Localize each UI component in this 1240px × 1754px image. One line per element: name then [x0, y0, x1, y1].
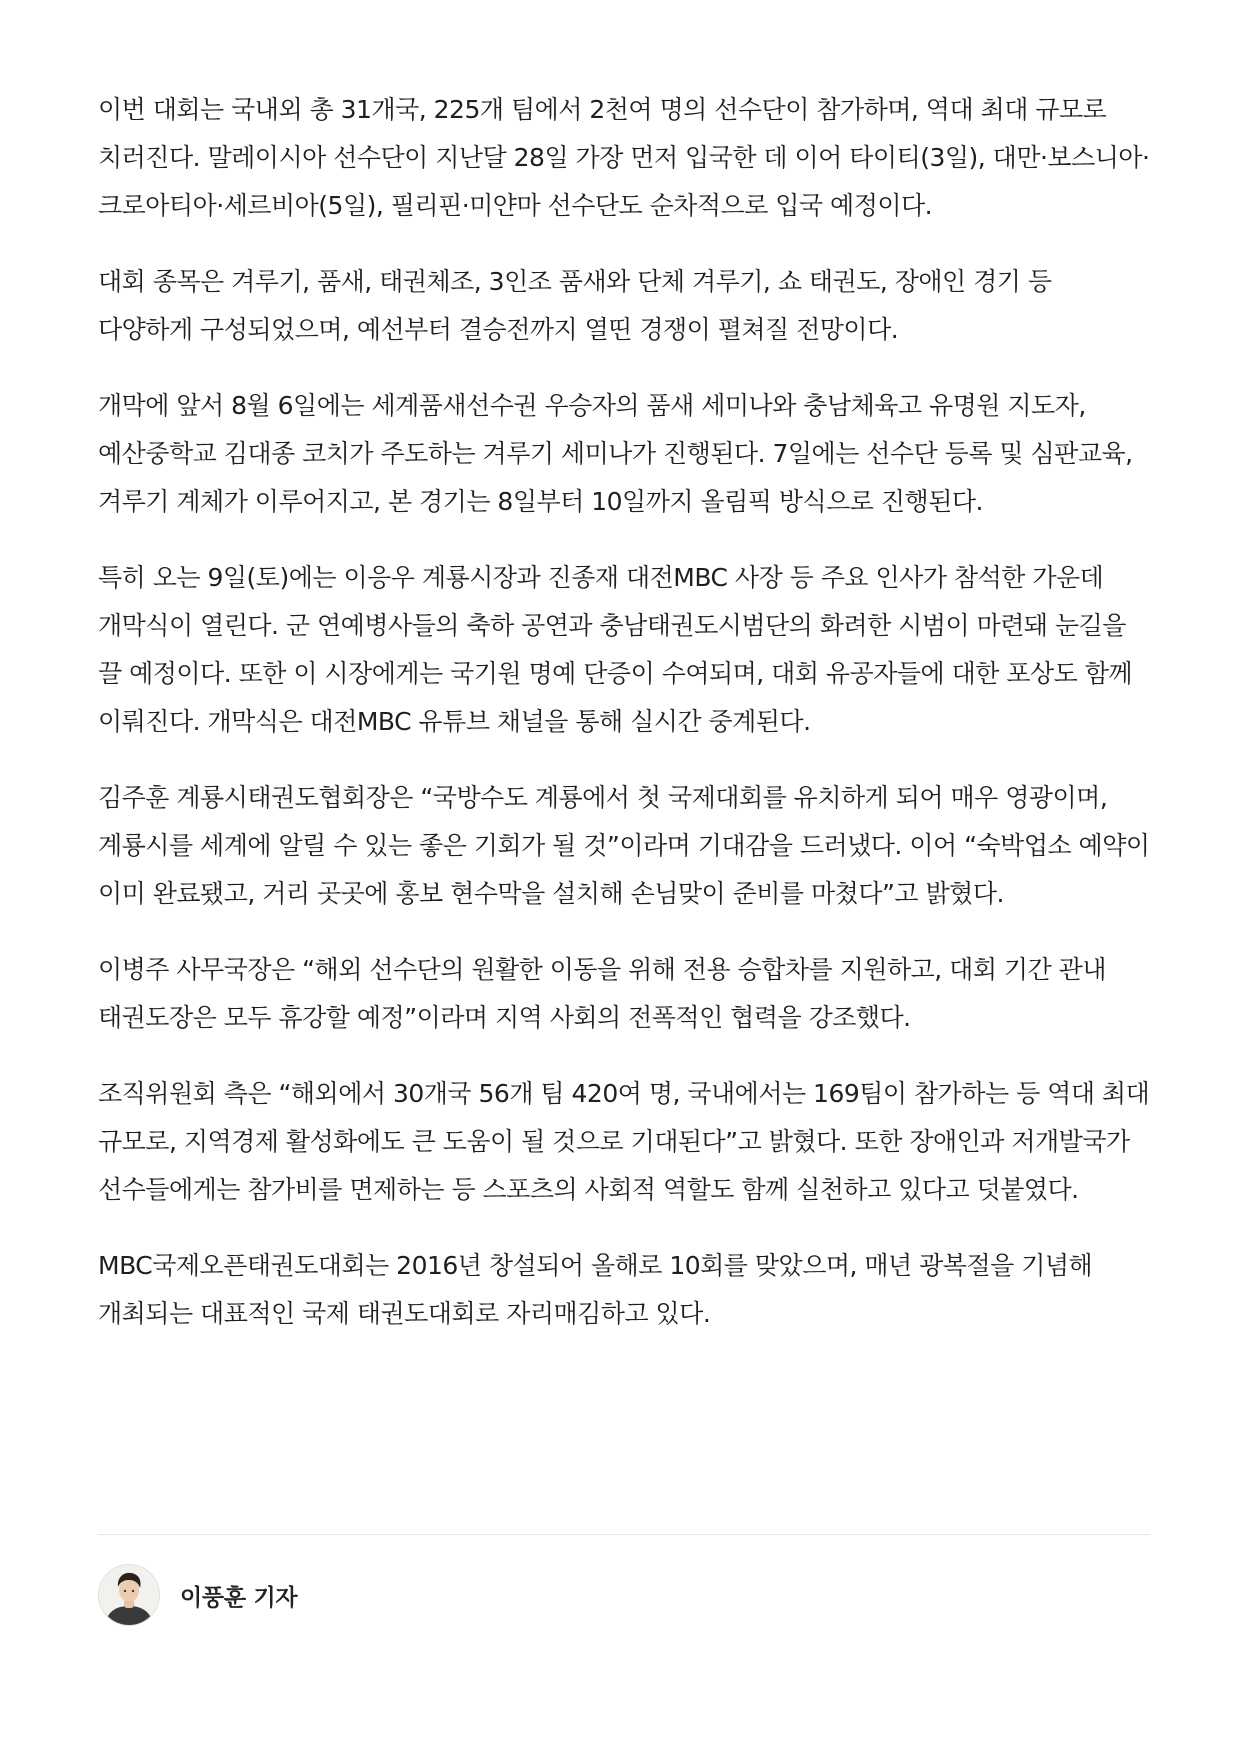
- byline-divider: [98, 1534, 1150, 1535]
- article-paragraph: 조직위원회 측은 “해외에서 30개국 56개 팀 420여 명, 국내에서는 169팀이 참가하는 등 역대 최대 규모로, 지역경제 활성화에도 큰 도움이 될 것으로 기대된다”고 밝혔다. 또한 장애인과 저개발국가 선수들에게는 참가비를 면제하는 등 스포츠의 사회적 역할도 함께 실천하고 있다고 덧붙였다.: [98, 1079, 1150, 1204]
- person-avatar-icon: [99, 1565, 159, 1625]
- article-paragraph: 대회 종목은 겨루기, 품새, 태권체조, 3인조 품새와 단체 겨루기, 쇼 태권도, 장애인 경기 등 다양하게 구성되었으며, 예선부터 결승전까지 열띤 경쟁이 펼쳐질 전망이다.: [98, 267, 1052, 344]
- reporter-name[interactable]: 이풍훈 기자: [180, 1584, 298, 1611]
- article-body: [98, 86, 1150, 1366]
- article-paragraph: MBC국제오픈태권도대회는 2016년 창설되어 올해로 10회를 맞았으며, 매년 광복절을 기념해 개최되는 대표적인 국제 태권도대회로 자리매김하고 있다.: [98, 1251, 1093, 1328]
- article-paragraph: 이병주 사무국장은 “해외 선수단의 원활한 이동을 위해 전용 승합차를 지원하고, 대회 기간 관내 태권도장은 모두 휴강할 예정”이라며 지역 사회의 전폭적인 협력을 강조했다.: [98, 955, 1106, 1032]
- article-paragraph: 특히 오는 9일(토)에는 이응우 계룡시장과 진종재 대전MBC 사장 등 주요 인사가 참석한 가운데 개막식이 열린다. 군 연예병사들의 축하 공연과 충남태권도시범단의 화려한 시범이 마련돼 눈길을 끌 예정이다. 또한 이 시장에게는 국기원 명예 단증이 수여되며, 대회 유공자들에 대한 포상도 함께 이뤄진다. 개막식은 대전MBC 유튜브 채널을 통해 실시간 중계된다.: [98, 563, 1133, 736]
- article-paragraph: 개막에 앞서 8월 6일에는 세계품새선수권 우승자의 품새 세미나와 충남체육고 유명원 지도자, 예산중학교 김대종 코치가 주도하는 겨루기 세미나가 진행된다. 7일에는 선수단 등록 및 심판교육, 겨루기 계체가 이루어지고, 본 경기는 8일부터 10일까지 올림픽 방식으로 진행된다.: [98, 391, 1133, 516]
- article-paragraph: 이번 대회는 국내외 총 31개국, 225개 팀에서 2천여 명의 선수단이 참가하며, 역대 최대 규모로 치러진다. 말레이시아 선수단이 지난달 28일 가장 먼저 입국한 데 이어 타이티(3일), 대만·보스니아·크로아티아·세르비아(5일), 필리핀·미얀마 선수단도 순차적으로 입국 예정이다.: [98, 95, 1150, 220]
- reporter-byline[interactable]: [98, 1564, 297, 1626]
- article-paragraph: 김주훈 계룡시태권도협회장은 “국방수도 계룡에서 첫 국제대회를 유치하게 되어 매우 영광이며, 계룡시를 세계에 알릴 수 있는 좋은 기회가 될 것”이라며 기대감을 드러냈다. 이어 “숙박업소 예약이 이미 완료됐고, 거리 곳곳에 홍보 현수막을 설치해 손님맞이 준비를 마쳤다”고 밝혔다.: [98, 783, 1150, 908]
- reporter-avatar[interactable]: [98, 1564, 160, 1626]
